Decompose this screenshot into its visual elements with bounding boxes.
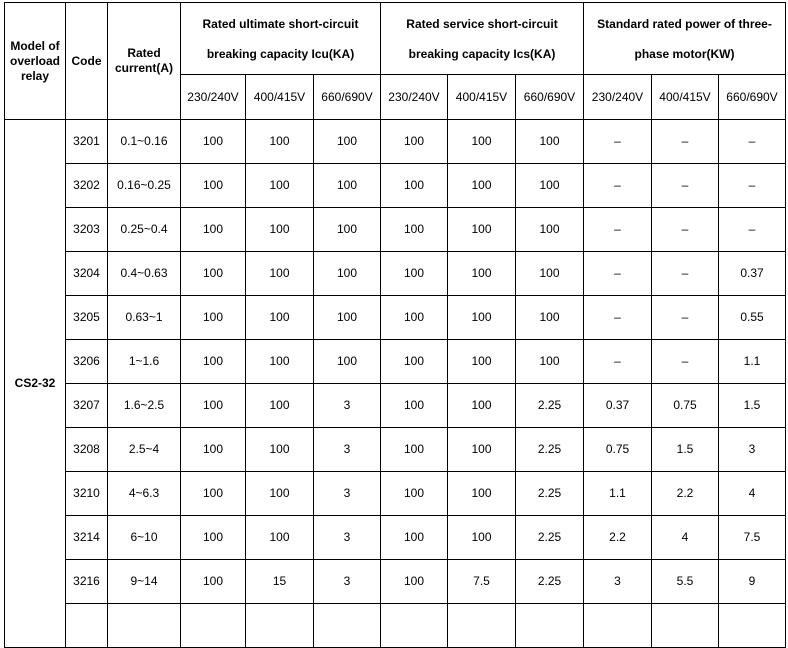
power-cell: – [719, 164, 786, 208]
rated-current-cell: 0.1~0.16 [108, 120, 181, 164]
icu-cell: 100 [181, 384, 246, 428]
icu-cell: 100 [246, 208, 314, 252]
icu-cell: 100 [314, 208, 381, 252]
icu-cell: 100 [181, 428, 246, 472]
ics-cell: 100 [448, 340, 516, 384]
empty-cell [719, 604, 786, 648]
ics-cell: 100 [516, 164, 584, 208]
power-cell: 0.75 [584, 428, 652, 472]
rated-current-cell: 6~10 [108, 516, 181, 560]
rated-current-cell: 1~1.6 [108, 340, 181, 384]
icu-cell: 100 [181, 340, 246, 384]
voltage-header: 660/690V [719, 75, 786, 120]
icu-cell: 3 [314, 428, 381, 472]
icu-cell: 100 [181, 296, 246, 340]
power-cell: – [584, 164, 652, 208]
power-cell: 1.1 [719, 340, 786, 384]
icu-cell: 100 [181, 472, 246, 516]
header-icu-group: Rated ultimate short-circuit breaking capacity Icu(KA) [181, 3, 381, 75]
code-cell: 3216 [66, 560, 108, 604]
ics-cell: 2.25 [516, 428, 584, 472]
table-row [5, 340, 786, 384]
icu-cell: 100 [181, 164, 246, 208]
power-cell: – [719, 208, 786, 252]
icu-cell: 100 [246, 164, 314, 208]
voltage-header: 400/415V [448, 75, 516, 120]
empty-cell [652, 604, 719, 648]
icu-cell: 100 [181, 120, 246, 164]
rated-current-cell: 0.25~0.4 [108, 208, 181, 252]
empty-cell [246, 604, 314, 648]
power-cell: – [584, 296, 652, 340]
icu-cell: 100 [181, 208, 246, 252]
icu-cell: 100 [246, 428, 314, 472]
table-row [5, 120, 786, 164]
empty-cell [181, 604, 246, 648]
power-cell: 2.2 [652, 472, 719, 516]
ics-cell: 100 [448, 296, 516, 340]
ics-cell: 100 [381, 384, 448, 428]
icu-cell: 3 [314, 516, 381, 560]
ics-cell: 100 [448, 120, 516, 164]
icu-cell: 100 [181, 252, 246, 296]
code-cell: 3210 [66, 472, 108, 516]
header-model: Model of overload relay [5, 3, 66, 120]
icu-cell: 100 [314, 164, 381, 208]
empty-cell [66, 604, 108, 648]
power-cell: – [584, 252, 652, 296]
rated-current-cell: 2.5~4 [108, 428, 181, 472]
power-cell: – [652, 208, 719, 252]
icu-cell: 100 [246, 472, 314, 516]
empty-cell [108, 604, 181, 648]
table-row [5, 164, 786, 208]
power-cell: 1.5 [719, 384, 786, 428]
power-cell: – [652, 252, 719, 296]
overload-relay-spec-table [4, 2, 786, 648]
icu-cell: 3 [314, 384, 381, 428]
table-row [5, 560, 786, 604]
ics-cell: 100 [381, 428, 448, 472]
power-cell: 0.55 [719, 296, 786, 340]
ics-cell: 100 [516, 296, 584, 340]
ics-cell: 100 [381, 516, 448, 560]
voltage-header: 400/415V [246, 75, 314, 120]
icu-cell: 100 [246, 120, 314, 164]
rated-current-cell: 0.4~0.63 [108, 252, 181, 296]
power-cell: 7.5 [719, 516, 786, 560]
empty-cell [516, 604, 584, 648]
header-code: Code [66, 3, 108, 120]
empty-cell [381, 604, 448, 648]
code-cell: 3202 [66, 164, 108, 208]
power-cell: 3 [584, 560, 652, 604]
ics-cell: 100 [448, 164, 516, 208]
icu-cell: 100 [314, 296, 381, 340]
header-row-groups [5, 3, 786, 75]
power-cell: 5.5 [652, 560, 719, 604]
ics-cell: 2.25 [516, 472, 584, 516]
ics-cell: 100 [381, 120, 448, 164]
ics-cell: 100 [381, 340, 448, 384]
table-row [5, 472, 786, 516]
table-row [5, 384, 786, 428]
ics-cell: 100 [448, 472, 516, 516]
voltage-header: 660/690V [516, 75, 584, 120]
ics-cell: 100 [516, 208, 584, 252]
ics-cell: 2.25 [516, 516, 584, 560]
icu-cell: 100 [181, 560, 246, 604]
ics-cell: 100 [448, 252, 516, 296]
code-cell: 3204 [66, 252, 108, 296]
icu-cell: 100 [246, 252, 314, 296]
table-row [5, 296, 786, 340]
voltage-header: 230/240V [181, 75, 246, 120]
icu-cell: 100 [246, 296, 314, 340]
code-cell: 3208 [66, 428, 108, 472]
power-cell: 4 [719, 472, 786, 516]
header-rated-current: Rated current(A) [108, 3, 181, 120]
table-row [5, 428, 786, 472]
icu-cell: 100 [314, 120, 381, 164]
empty-cell [314, 604, 381, 648]
power-cell: 3 [719, 428, 786, 472]
icu-cell: 15 [246, 560, 314, 604]
ics-cell: 7.5 [448, 560, 516, 604]
code-cell: 3201 [66, 120, 108, 164]
power-cell: 0.75 [652, 384, 719, 428]
ics-cell: 100 [448, 516, 516, 560]
icu-cell: 100 [246, 340, 314, 384]
power-cell: 1.1 [584, 472, 652, 516]
ics-cell: 100 [381, 296, 448, 340]
voltage-header: 230/240V [584, 75, 652, 120]
rated-current-cell: 0.16~0.25 [108, 164, 181, 208]
power-cell: 2.2 [584, 516, 652, 560]
icu-cell: 100 [246, 516, 314, 560]
power-cell: – [652, 164, 719, 208]
power-cell: 0.37 [719, 252, 786, 296]
icu-cell: 3 [314, 560, 381, 604]
ics-cell: 100 [448, 428, 516, 472]
icu-cell: 3 [314, 472, 381, 516]
voltage-header: 660/690V [314, 75, 381, 120]
icu-cell: 100 [246, 384, 314, 428]
power-cell: 9 [719, 560, 786, 604]
code-cell: 3214 [66, 516, 108, 560]
voltage-header: 400/415V [652, 75, 719, 120]
rated-current-cell: 9~14 [108, 560, 181, 604]
rated-current-cell: 4~6.3 [108, 472, 181, 516]
icu-cell: 100 [181, 516, 246, 560]
rated-current-cell: 1.6~2.5 [108, 384, 181, 428]
power-cell: 4 [652, 516, 719, 560]
ics-cell: 100 [516, 340, 584, 384]
ics-cell: 100 [381, 560, 448, 604]
table-body [5, 120, 786, 648]
empty-cell [584, 604, 652, 648]
header-ics-group: Rated service short-circuit breaking capacity Ics(KA) [381, 3, 584, 75]
ics-cell: 100 [381, 252, 448, 296]
empty-cell [448, 604, 516, 648]
icu-cell: 100 [314, 252, 381, 296]
table-row [5, 208, 786, 252]
power-cell: 1.5 [652, 428, 719, 472]
power-cell: – [584, 120, 652, 164]
code-cell: 3203 [66, 208, 108, 252]
ics-cell: 100 [448, 384, 516, 428]
ics-cell: 2.25 [516, 384, 584, 428]
ics-cell: 2.25 [516, 560, 584, 604]
power-cell: – [584, 208, 652, 252]
code-cell: 3207 [66, 384, 108, 428]
code-cell: 3206 [66, 340, 108, 384]
table-header [5, 3, 786, 120]
code-cell: 3205 [66, 296, 108, 340]
power-cell: 0.37 [584, 384, 652, 428]
power-cell: – [719, 120, 786, 164]
table-row [5, 252, 786, 296]
power-cell: – [652, 296, 719, 340]
ics-cell: 100 [381, 472, 448, 516]
table-row-partial [5, 604, 786, 648]
rated-current-cell: 0.63~1 [108, 296, 181, 340]
icu-cell: 100 [314, 340, 381, 384]
header-power-group: Standard rated power of three-phase motor(KW) [584, 3, 786, 75]
ics-cell: 100 [381, 164, 448, 208]
ics-cell: 100 [516, 120, 584, 164]
power-cell: – [652, 340, 719, 384]
power-cell: – [584, 340, 652, 384]
voltage-header: 230/240V [381, 75, 448, 120]
table-row [5, 516, 786, 560]
ics-cell: 100 [516, 252, 584, 296]
model-cell: CS2-32 [5, 120, 66, 648]
ics-cell: 100 [448, 208, 516, 252]
power-cell: – [652, 120, 719, 164]
ics-cell: 100 [381, 208, 448, 252]
